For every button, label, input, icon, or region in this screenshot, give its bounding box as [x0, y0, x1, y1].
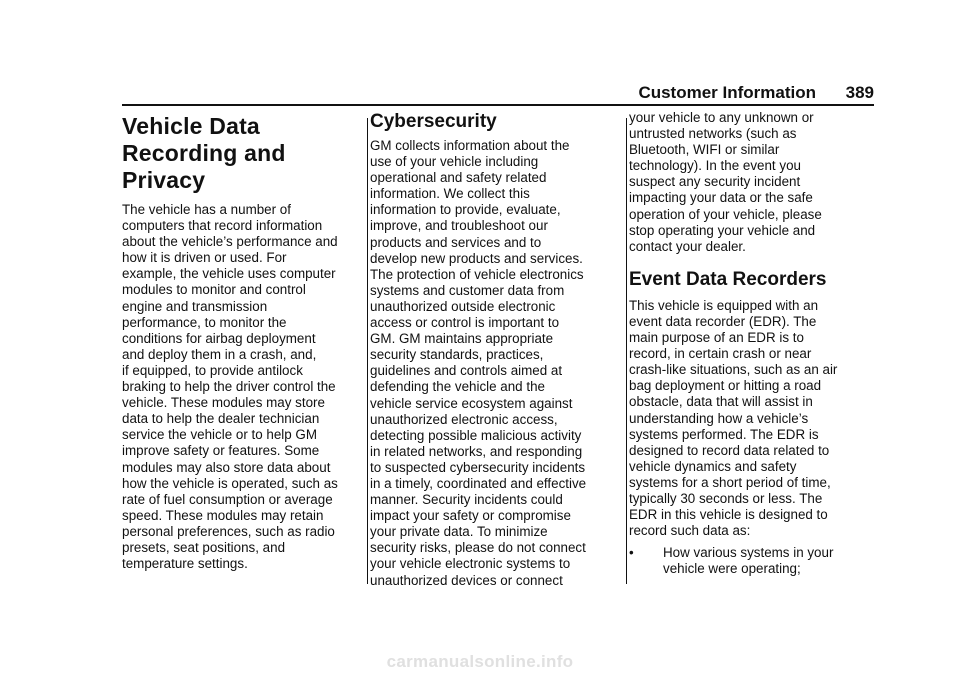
- bullet-marker: •: [629, 545, 634, 561]
- column-left: [122, 110, 358, 572]
- heading-cybersecurity: Cybersecurity: [370, 111, 497, 132]
- heading-event-data-recorders: Event Data Recorders: [629, 268, 827, 290]
- vehicle-data-paragraph: The vehicle has a number of computers that record information about the vehicle’s performance and how it is driven or used. For example, the vehicle uses computer modules to monitor and control engine and transmission performance, to monitor the conditions for airbag deployment and deploy them in a crash, and, if equipped, to provide antilock braking to help the driver control the vehicle. These modules may store data to help the dealer technician service the vehicle or to help GM improve safety or features. Some modules may also store data about how the vehicle is operated, such as rate of fuel consumption or average speed. These modules may retain personal preferences, such as radio presets, seat positions, and temperature settings.: [122, 202, 338, 572]
- section-title: Customer Information: [638, 83, 816, 102]
- header-rule: [122, 104, 874, 106]
- column-divider-1: [367, 118, 368, 584]
- page-header: [122, 82, 874, 104]
- column-right: [629, 110, 874, 577]
- bullet-text: How various systems in your vehicle were operating;: [663, 545, 834, 577]
- page-number: 389: [845, 83, 874, 102]
- edr-paragraph: This vehicle is equipped with an event data recorder (EDR). The main purpose of an EDR is to record, in certain crash or near crash-like situations, such as an air bag deployment or hitting a road obstacle, data that will assist in understanding how a vehicle’s systems performed. The EDR is designed to record data related to vehicle dynamics and safety systems for a short period of time, typically 30 seconds or less. The EDR in this vehicle is designed to record such data as:: [629, 297, 838, 539]
- cybersecurity-continuation: your vehicle to any unknown or untrusted networks (such as Bluetooth, WIFI or similar technology). In the event you suspect any security incident impacting your data or the safe operation of your vehicle, please stop operating your vehicle and contact your dealer.: [629, 110, 822, 254]
- column-middle: [370, 110, 618, 589]
- column-divider-2: [626, 118, 627, 584]
- chapter-heading-vehicle-data: Vehicle Data Recording and Privacy: [122, 113, 286, 193]
- bullet-item: [629, 545, 874, 577]
- watermark: carmanualsonline.info: [386, 652, 574, 671]
- cybersecurity-paragraph: GM collects information about the use of your vehicle including operational and safety related information. We collect this information to provide, evaluate, improve, and troubleshoot our products and services and to develop new products and services. The protection of vehicle electronics systems and customer data from unauthorized outside electronic access or control is important to GM. GM maintains appropriate security standards, practices, guidelines and controls aimed at defending the vehicle and the vehicle service ecosystem against unauthorized electronic access, detecting possible malicious activity in related networks, and responding to suspected cybersecurity incidents in a timely, coordinated and effective manner. Security incidents could impact your safety or compromise your private data. To minimize security risks, please do not connect your vehicle electronic systems to unauthorized devices or connect: [370, 138, 587, 588]
